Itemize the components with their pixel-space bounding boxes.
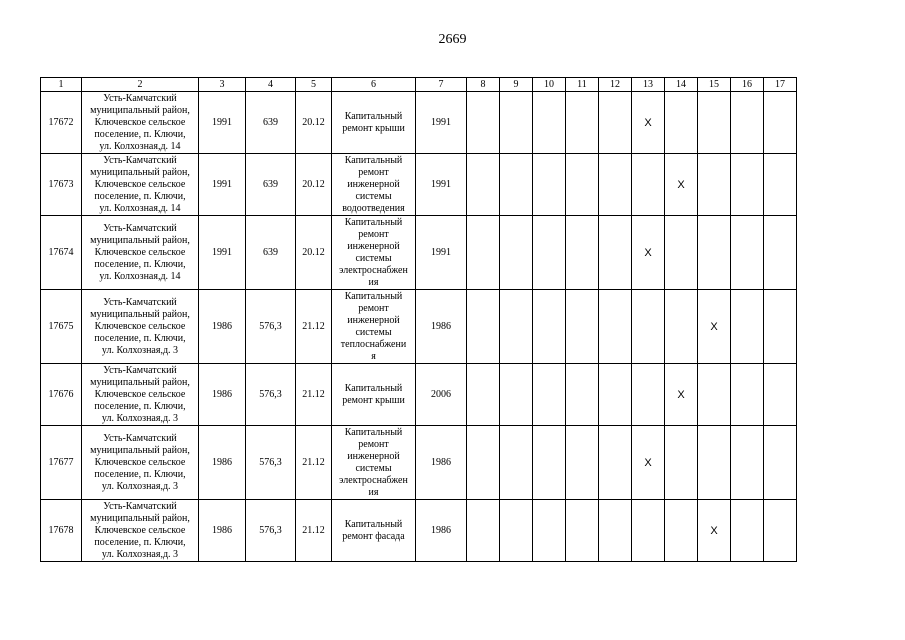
empty-cell (566, 216, 599, 290)
empty-cell (467, 154, 500, 216)
table-row (41, 290, 797, 364)
address-cell: Усть-Камчатский муниципальный район, Ключевское сельское поселение, п. Ключи, ул. Колхозная,д. 14 (82, 216, 199, 290)
mark-x: Х (632, 92, 665, 154)
record-id: 17678 (41, 500, 82, 562)
empty-cell (698, 92, 731, 154)
work-type: Капитальный ремонт инженерной системы теплоснабжени я (332, 290, 416, 364)
empty-cell (533, 154, 566, 216)
empty-cell (533, 216, 566, 290)
code-value: 20.12 (296, 216, 332, 290)
column-header: 9 (500, 78, 533, 92)
repair-schedule-table (40, 77, 797, 562)
empty-cell (566, 500, 599, 562)
area-value: 639 (246, 92, 296, 154)
empty-cell (764, 154, 797, 216)
empty-cell (500, 426, 533, 500)
mark-x: Х (698, 500, 731, 562)
record-id: 17672 (41, 92, 82, 154)
column-header: 1 (41, 78, 82, 92)
code-value: 21.12 (296, 364, 332, 426)
empty-cell (533, 500, 566, 562)
empty-cell (599, 364, 632, 426)
column-header: 10 (533, 78, 566, 92)
record-id: 17675 (41, 290, 82, 364)
column-header: 11 (566, 78, 599, 92)
record-id: 17677 (41, 426, 82, 500)
work-type: Капитальный ремонт инженерной системы электроснабжен ия (332, 216, 416, 290)
record-id: 17674 (41, 216, 82, 290)
empty-cell (500, 364, 533, 426)
work-type: Капитальный ремонт крыши (332, 364, 416, 426)
address-cell: Усть-Камчатский муниципальный район, Ключевское сельское поселение, п. Ключи, ул. Колхозная,д. 14 (82, 92, 199, 154)
area-value: 639 (246, 154, 296, 216)
record-id: 17676 (41, 364, 82, 426)
code-value: 21.12 (296, 426, 332, 500)
empty-cell (731, 500, 764, 562)
empty-cell (731, 92, 764, 154)
mark-x: Х (698, 290, 731, 364)
column-header: 4 (246, 78, 296, 92)
year-value: 2006 (416, 364, 467, 426)
mark-x: Х (665, 364, 698, 426)
empty-cell (731, 216, 764, 290)
empty-cell (467, 426, 500, 500)
empty-cell (665, 290, 698, 364)
empty-cell (467, 92, 500, 154)
year-built: 1986 (199, 290, 246, 364)
empty-cell (500, 216, 533, 290)
empty-cell (764, 500, 797, 562)
empty-cell (533, 92, 566, 154)
empty-cell (632, 154, 665, 216)
empty-cell (764, 426, 797, 500)
column-header: 3 (199, 78, 246, 92)
empty-cell (566, 290, 599, 364)
mark-x: Х (632, 426, 665, 500)
table-row (41, 92, 797, 154)
year-value: 1986 (416, 500, 467, 562)
mark-x: Х (632, 216, 665, 290)
empty-cell (566, 364, 599, 426)
empty-cell (467, 500, 500, 562)
year-built: 1991 (199, 216, 246, 290)
year-built: 1986 (199, 500, 246, 562)
area-value: 639 (246, 216, 296, 290)
table-row (41, 364, 797, 426)
empty-cell (533, 426, 566, 500)
code-value: 20.12 (296, 92, 332, 154)
address-cell: Усть-Камчатский муниципальный район, Ключевское сельское поселение, п. Ключи, ул. Колхозная,д. 3 (82, 500, 199, 562)
column-header: 14 (665, 78, 698, 92)
code-value: 21.12 (296, 290, 332, 364)
column-header: 16 (731, 78, 764, 92)
empty-cell (599, 154, 632, 216)
column-header: 12 (599, 78, 632, 92)
table-row (41, 500, 797, 562)
empty-cell (731, 154, 764, 216)
year-built: 1986 (199, 364, 246, 426)
empty-cell (764, 216, 797, 290)
header-row (41, 78, 797, 92)
year-value: 1986 (416, 290, 467, 364)
empty-cell (599, 92, 632, 154)
empty-cell (533, 290, 566, 364)
work-type: Капитальный ремонт фасада (332, 500, 416, 562)
empty-cell (599, 500, 632, 562)
table-row (41, 154, 797, 216)
empty-cell (665, 500, 698, 562)
year-built: 1986 (199, 426, 246, 500)
work-type: Капитальный ремонт крыши (332, 92, 416, 154)
empty-cell (764, 92, 797, 154)
area-value: 576,3 (246, 500, 296, 562)
empty-cell (764, 364, 797, 426)
empty-cell (500, 290, 533, 364)
empty-cell (500, 92, 533, 154)
empty-cell (566, 426, 599, 500)
empty-cell (632, 290, 665, 364)
address-cell: Усть-Камчатский муниципальный район, Ключевское сельское поселение, п. Ключи, ул. Колхозная,д. 3 (82, 364, 199, 426)
empty-cell (467, 216, 500, 290)
empty-cell (500, 500, 533, 562)
mark-x: Х (665, 154, 698, 216)
code-value: 21.12 (296, 500, 332, 562)
empty-cell (599, 216, 632, 290)
column-header: 7 (416, 78, 467, 92)
empty-cell (566, 154, 599, 216)
record-id: 17673 (41, 154, 82, 216)
page-number: 2669 (438, 32, 467, 47)
year-value: 1991 (416, 92, 467, 154)
address-cell: Усть-Камчатский муниципальный район, Ключевское сельское поселение, п. Ключи, ул. Колхозная,д. 3 (82, 290, 199, 364)
empty-cell (665, 92, 698, 154)
empty-cell (731, 290, 764, 364)
table-row (41, 426, 797, 500)
empty-cell (698, 426, 731, 500)
empty-cell (599, 426, 632, 500)
empty-cell (632, 364, 665, 426)
empty-cell (533, 364, 566, 426)
empty-cell (467, 364, 500, 426)
empty-cell (731, 426, 764, 500)
address-cell: Усть-Камчатский муниципальный район, Ключевское сельское поселение, п. Ключи, ул. Колхозная,д. 3 (82, 426, 199, 500)
column-header: 8 (467, 78, 500, 92)
empty-cell (665, 426, 698, 500)
area-value: 576,3 (246, 426, 296, 500)
area-value: 576,3 (246, 290, 296, 364)
year-value: 1991 (416, 216, 467, 290)
work-type: Капитальный ремонт инженерной системы водоотведения (332, 154, 416, 216)
work-type: Капитальный ремонт инженерной системы электроснабжен ия (332, 426, 416, 500)
column-header: 5 (296, 78, 332, 92)
empty-cell (698, 364, 731, 426)
column-header: 17 (764, 78, 797, 92)
empty-cell (698, 216, 731, 290)
year-value: 1986 (416, 426, 467, 500)
column-header: 15 (698, 78, 731, 92)
empty-cell (599, 290, 632, 364)
empty-cell (698, 154, 731, 216)
year-built: 1991 (199, 92, 246, 154)
empty-cell (632, 500, 665, 562)
column-header: 6 (332, 78, 416, 92)
area-value: 576,3 (246, 364, 296, 426)
empty-cell (467, 290, 500, 364)
empty-cell (500, 154, 533, 216)
year-value: 1991 (416, 154, 467, 216)
empty-cell (764, 290, 797, 364)
address-cell: Усть-Камчатский муниципальный район, Ключевское сельское поселение, п. Ключи, ул. Колхозная,д. 14 (82, 154, 199, 216)
empty-cell (731, 364, 764, 426)
year-built: 1991 (199, 154, 246, 216)
empty-cell (566, 92, 599, 154)
column-header: 2 (82, 78, 199, 92)
column-header: 13 (632, 78, 665, 92)
table-row (41, 216, 797, 290)
code-value: 20.12 (296, 154, 332, 216)
empty-cell (665, 216, 698, 290)
